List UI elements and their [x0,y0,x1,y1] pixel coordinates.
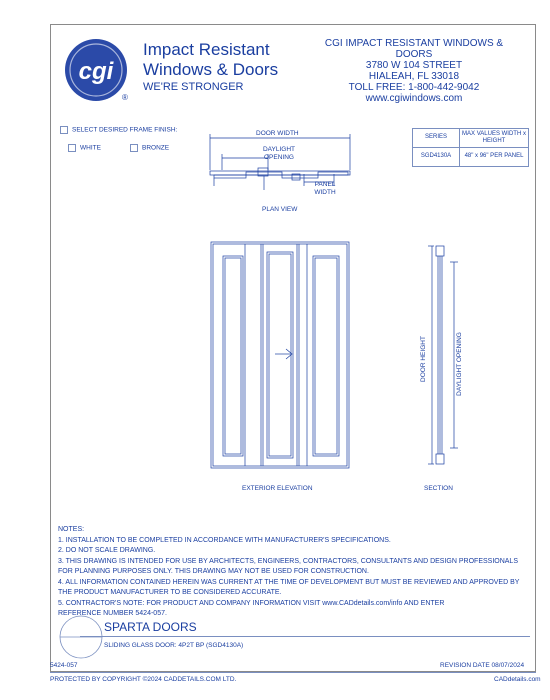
finish-heading-row [60,126,177,135]
plan-daylight-opening-label: DAYLIGHT OPENING [262,146,296,161]
brand-title-line1: Impact Resistant [143,40,270,59]
company-address-block [308,38,520,104]
registered-mark: ® [122,93,128,102]
series-table [412,128,529,167]
footer-site[interactable]: CADdetails.com [494,676,541,683]
section-door-height-label: DOOR HEIGHT [420,336,427,382]
notes-heading: NOTES: [58,526,85,533]
white-checkbox[interactable] [68,144,76,152]
notes-block [58,525,519,620]
finish-option-label: BRONZE [142,144,170,152]
finish-option-label: WHITE [80,144,101,152]
series-cell: SGD4130A [413,148,460,167]
company-website[interactable]: www.cgiwindows.com [365,93,463,104]
series-header: SERIES [413,129,460,148]
note-line: REFERENCE NUMBER 5424-057. [58,610,167,617]
finish-heading: SELECT DESIRED FRAME FINISH: [72,126,178,134]
elevation-caption: EXTERIOR ELEVATION [242,485,313,492]
section-daylight-opening-label: DAYLIGHT OPENING [456,332,463,396]
bronze-checkbox[interactable] [130,144,138,152]
max-values-header: MAX VALUES WIDTH x HEIGHT [460,129,529,148]
title-block-symbol [58,614,104,660]
company-phone: TOLL FREE: 1-800-442-9042 [348,82,480,93]
plan-view-drawing [200,130,360,218]
note-line: 1. INSTALLATION TO BE COMPLETED IN ACCORDANCE WITH MANUFACTURER'S SPECIFICATIONS. [58,536,391,544]
company-city: HIALEAH, FL 33018 [368,71,460,82]
brand-tagline: WE'RE STRONGER [143,81,244,93]
svg-text:cgi: cgi [78,58,114,85]
product-title: SPARTA DOORS [104,620,197,634]
note-line: 5. CONTRACTOR'S NOTE: FOR PRODUCT AND COMPANY INFORMATION VISIT www.CADdetails.com/info AND ENTER [58,599,445,607]
max-values-cell: 48" x 96" PER PANEL [460,148,529,167]
product-subtitle: SLIDING GLASS DOOR: 4P2T BP (SGD4130A) [104,642,244,649]
footer-revision: REVISION DATE 08/07/2024 [440,662,525,669]
section-caption: SECTION [424,485,453,492]
exterior-elevation-drawing [205,240,355,472]
note-line: FOR PLANNING PURPOSES ONLY. THIS DRAWING MAY NOT BE USED FOR CONSTRUCTION. [58,568,369,575]
finish-option-white[interactable] [68,144,101,153]
footer-copyright: PROTECTED BY COPYRIGHT ©2024 CADDETAILS.COM LTD. [50,676,237,683]
plan-view-caption: PLAN VIEW [262,206,298,213]
note-line: 4. ALL INFORMATION CONTAINED HEREIN WAS CURRENT AT THE TIME OF DEVELOPMENT BUT MUST BE REVIEWED AND APPROVED BY [58,578,520,586]
finish-option-bronze[interactable] [130,144,169,153]
footer-divider [50,672,536,673]
plan-panel-width-label: PANEL WIDTH [314,181,336,196]
plan-door-width-label: DOOR WIDTH [256,130,299,137]
title-block-divider [80,636,530,637]
series-table-wrap [412,128,529,167]
company-name: CGI IMPACT RESISTANT WINDOWS & DOORS [324,38,504,60]
note-line: 3. THIS DRAWING IS INTENDED FOR USE BY ARCHITECTS, ENGINEERS, CONTRACTORS, CONSULTANTS AND DESIGN PROFESSIONALS [58,557,518,565]
note-line: THE PRODUCT MANUFACTURER TO BE CONSIDERED ACCURATE. [58,589,282,596]
brand-title-line2: Windows & Doors [143,60,279,79]
company-street: 3780 W 104 STREET [365,60,463,71]
finish-heading-checkbox[interactable] [60,126,68,134]
footer-ref: 5424-057 [50,662,78,669]
note-line: 2. DO NOT SCALE DRAWING. [58,547,156,554]
